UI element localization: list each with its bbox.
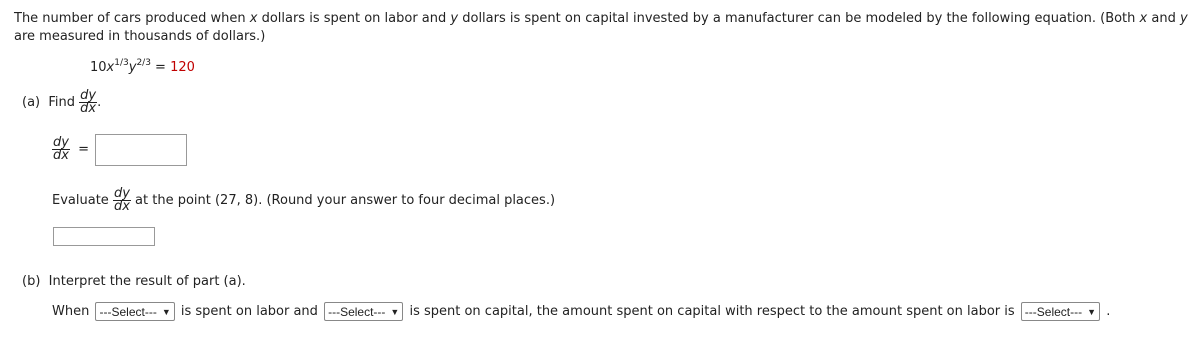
var-x: x (249, 11, 258, 26)
part-b-prompt: Interpret the result of part (a). (48, 274, 246, 289)
part-b-label: (b) (22, 274, 41, 289)
derivative-fraction (113, 188, 131, 213)
fraction-denominator: dx (80, 101, 97, 116)
derivative-answer-row (52, 137, 89, 162)
fraction-numerator: dy (53, 135, 69, 150)
when-text: When (52, 304, 90, 319)
select-value: ---Select--- (99, 304, 157, 319)
part-b-heading (22, 274, 246, 289)
intro-text: dollars is spent on capital invested by a manufacturer can be modeled by the following equation. (Both (458, 11, 1140, 26)
evaluate-answer-input[interactable] (53, 227, 155, 246)
interpretation-text: is spent on capital, the amount spent on capital with respect to the amount spent on labor is (409, 304, 1015, 319)
var-y: y (1179, 11, 1188, 26)
select-value: ---Select--- (1024, 304, 1083, 319)
fraction-numerator: dy (80, 88, 97, 103)
var-y: y (450, 11, 459, 26)
period: . (1106, 304, 1111, 319)
chevron-down-icon: ▼ (1087, 306, 1097, 317)
derivative-fraction (52, 137, 70, 162)
chevron-down-icon: ▼ (161, 306, 171, 317)
equation-equals: = (150, 60, 171, 75)
equation-var-y: y (128, 60, 137, 75)
intro-text: are measured in thousands of dollars.) (14, 29, 266, 44)
evaluate-row (52, 188, 555, 213)
fraction-denominator: dx (113, 199, 130, 214)
period: . (97, 95, 102, 110)
equation-rhs: 120 (170, 60, 195, 75)
chevron-down-icon: ▼ (390, 306, 400, 317)
evaluate-text: Evaluate (52, 193, 109, 208)
capital-direction-select[interactable] (324, 302, 403, 321)
find-text: Find (48, 95, 76, 110)
fraction-numerator: dy (113, 186, 130, 201)
part-a-label: (a) (22, 95, 41, 110)
rate-direction-select[interactable] (1021, 302, 1100, 321)
equation (90, 60, 195, 75)
intro-text: and (1147, 11, 1180, 26)
derivative-answer-input[interactable] (95, 134, 187, 166)
select-value: ---Select--- (328, 304, 386, 319)
evaluate-instructions: at the point (27, 8). (Round your answer to four decimal places.) (135, 193, 556, 208)
interpretation-row (52, 302, 1110, 321)
fraction-denominator: dx (53, 148, 69, 163)
equation-exponent-y: 2/3 (136, 58, 151, 68)
interpretation-text: is spent on labor and (180, 304, 318, 319)
problem-intro (14, 10, 1194, 46)
equation-coefficient: 10 (90, 60, 107, 75)
labor-direction-select[interactable] (95, 302, 174, 321)
var-x: x (1139, 11, 1148, 26)
equation-var-x: x (106, 60, 115, 75)
equals-sign: = (78, 142, 89, 157)
equation-exponent-x: 1/3 (114, 58, 129, 68)
intro-text: dollars is spent on labor and (257, 11, 451, 26)
intro-text: The number of cars produced when (14, 11, 250, 26)
derivative-fraction (79, 90, 97, 115)
part-a-heading (22, 90, 101, 115)
